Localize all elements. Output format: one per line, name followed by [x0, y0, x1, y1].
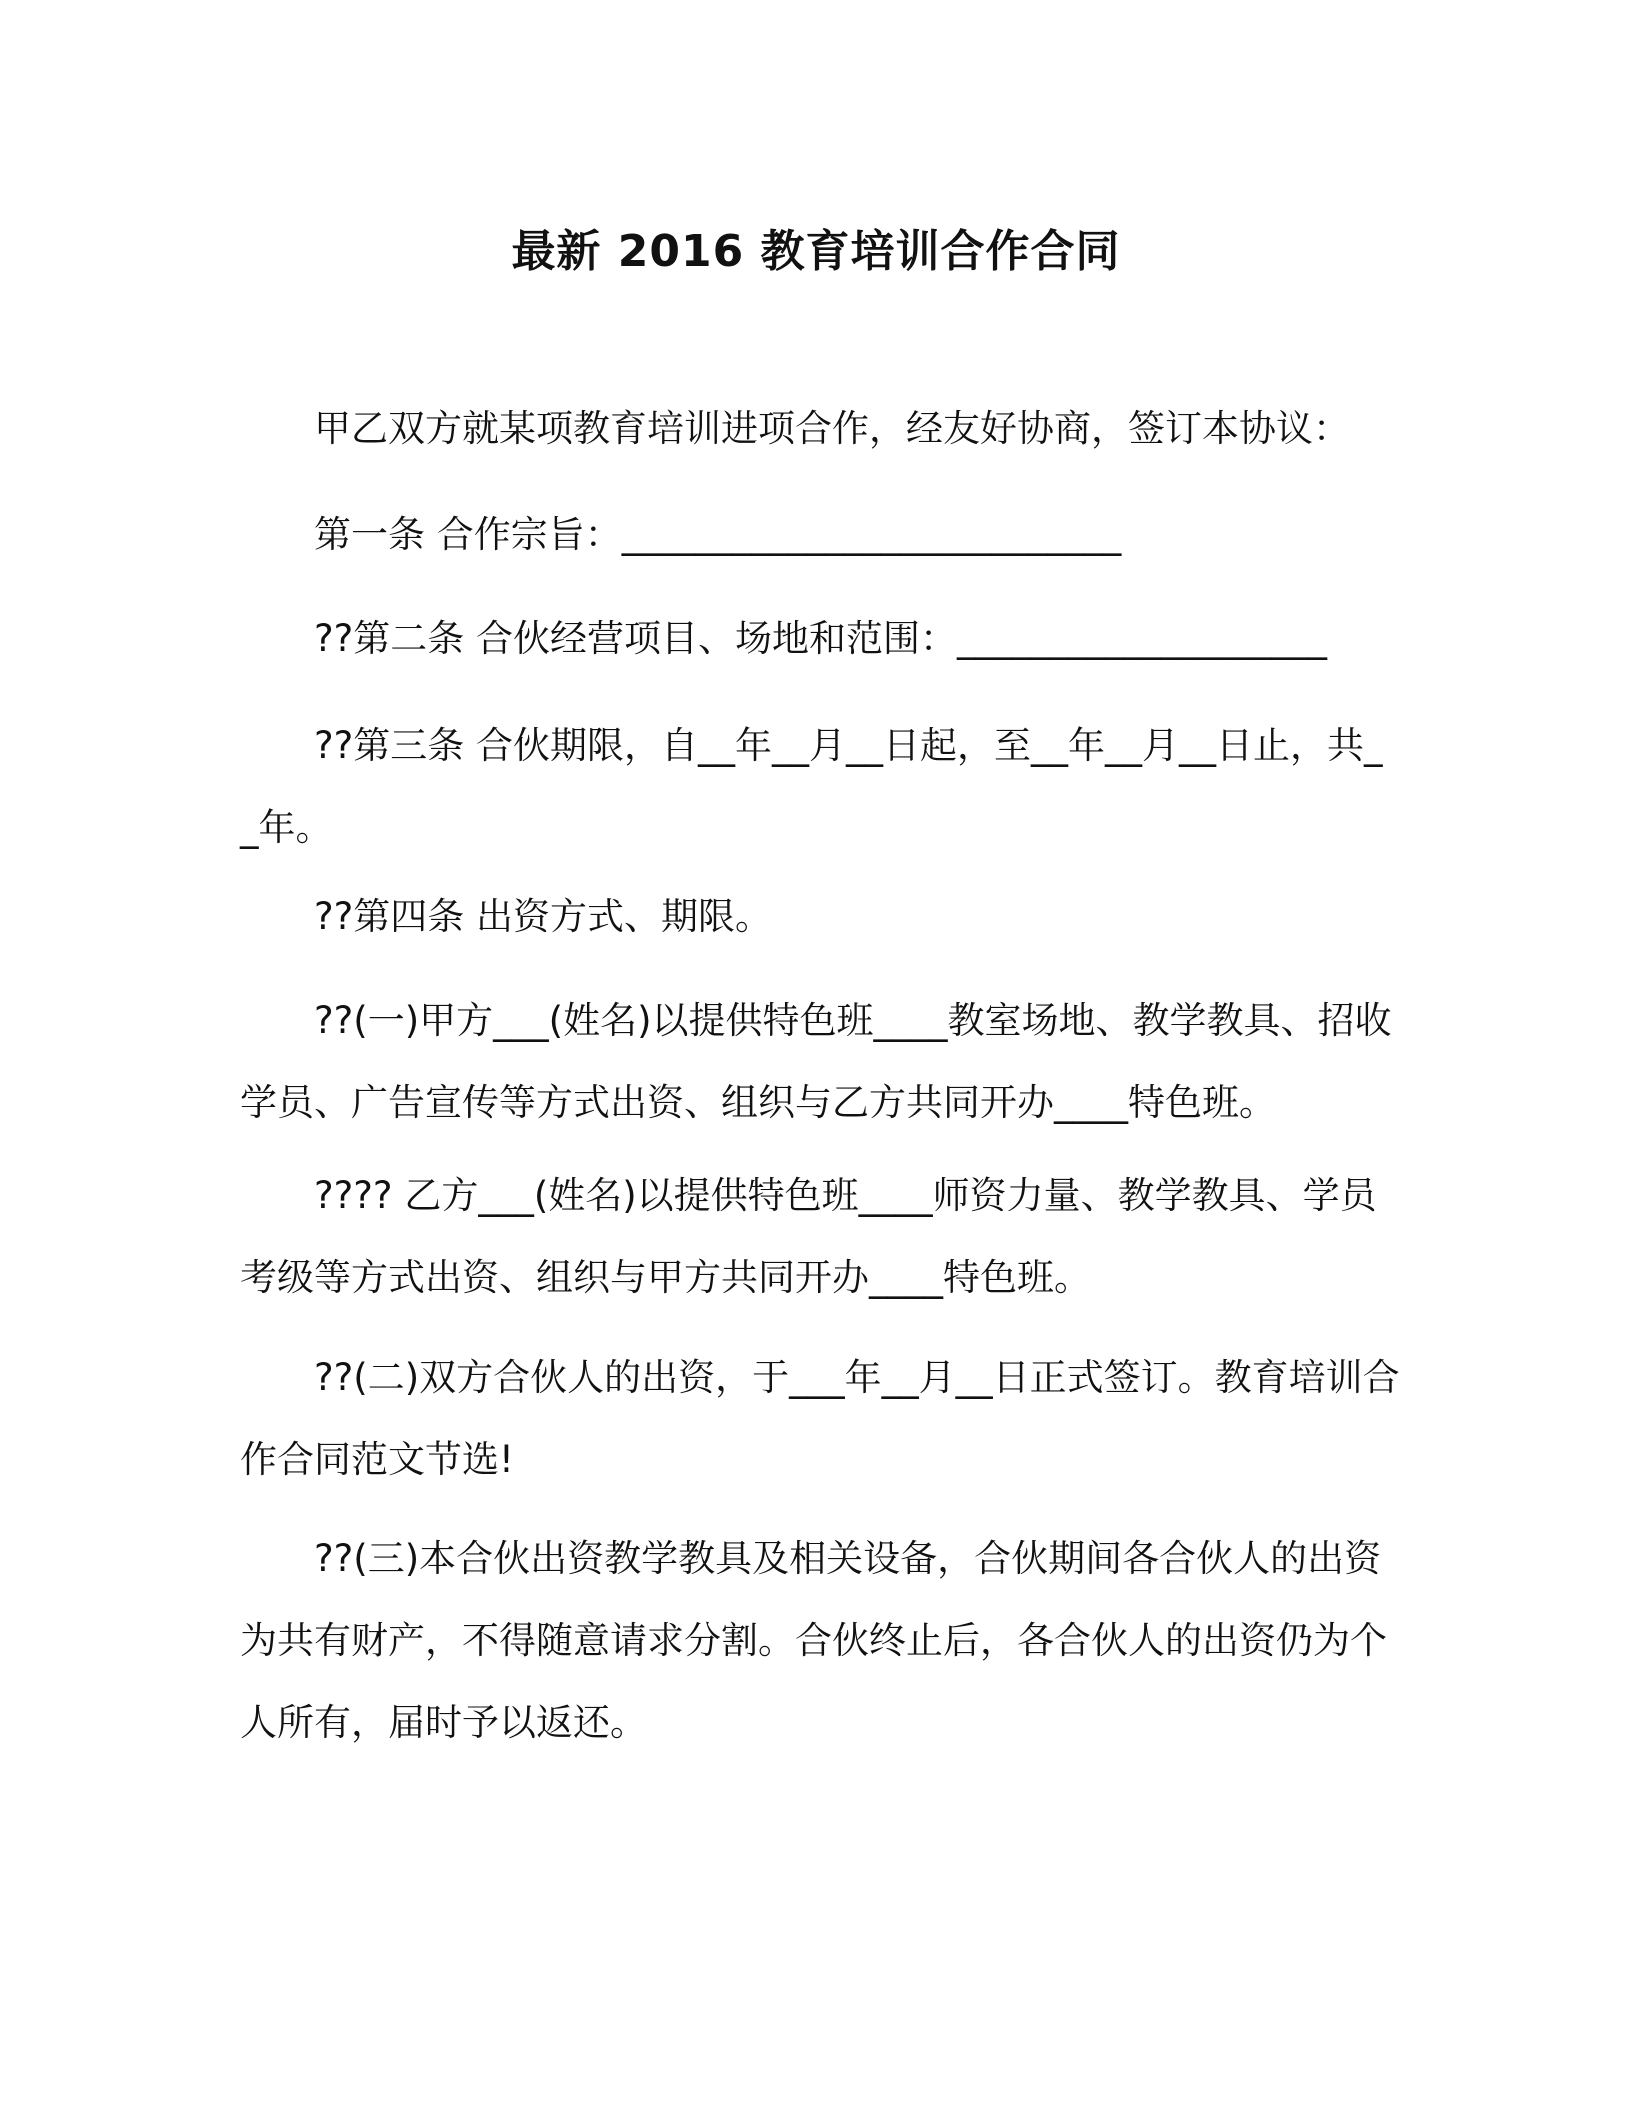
- clause-1-party-b-paragraph: ???? 乙方___(姓名)以提供特色班____师资力量、教学教具、学员考级等方式出资、组织与甲方共同开办____特色班。: [240, 1174, 1377, 1299]
- article-3-paragraph: ??第三条 合伙期限，自__年__月__日起，至__年__月__日止，共__年。: [240, 724, 1383, 849]
- article-2-paragraph: ??第二条 合伙经营项目、场地和范围：____________________: [314, 617, 1328, 660]
- article-4-paragraph: ??第四条 出资方式、期限。: [314, 895, 773, 938]
- clause-1-party-a-paragraph: ??(一)甲方___(姓名)以提供特色班____教室场地、教学教具、招收学员、广告宣传等方式出资、组织与乙方共同开办____特色班。: [240, 999, 1392, 1124]
- article-1-paragraph: 第一条 合作宗旨：___________________________: [314, 513, 1122, 556]
- intro-paragraph: 甲乙双方就某项教育培训进项合作，经友好协商，签订本协议：: [314, 407, 1350, 450]
- clause-3-paragraph: ??(三)本合伙出资教学教具及相关设备，合伙期间各合伙人的出资为共有财产，不得随意请求分割。合伙终止后，各合伙人的出资仍为个人所有，届时予以返还。: [240, 1537, 1387, 1744]
- clause-2-paragraph: ??(二)双方合伙人的出资，于___年__月__日正式签订。教育培训合作合同范文节选!: [240, 1356, 1400, 1481]
- document-title: 最新 2016 教育培训合作合同: [511, 226, 1121, 277]
